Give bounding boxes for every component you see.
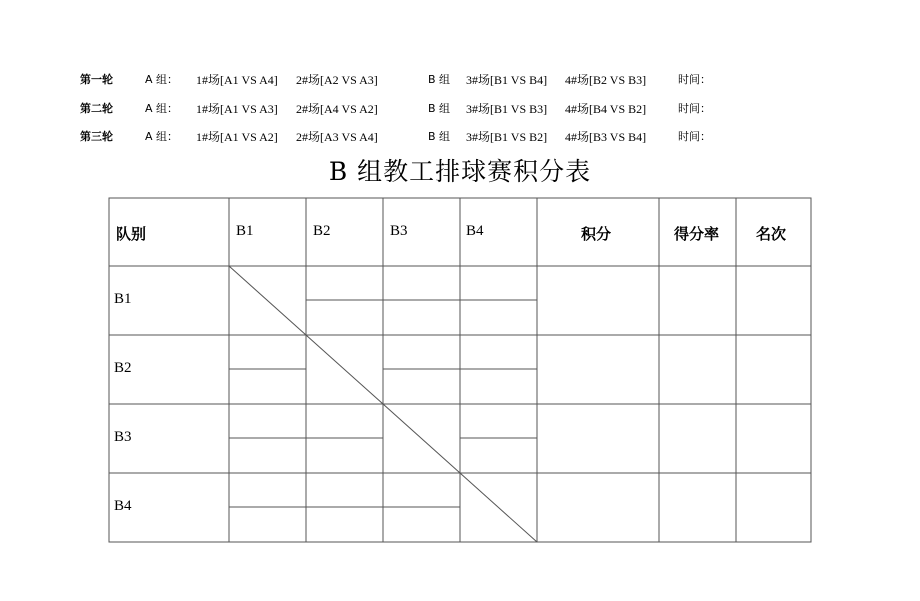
match-4: 4#场[B3 VS B4] [565,130,647,144]
header-rank: 名次 [756,225,787,243]
match-1: 1#场[A1 VS A3] [196,102,278,116]
group-b-label: B 组 [428,102,451,115]
row-label-b4: B4 [114,498,132,514]
group-a-label: A 组： [145,102,179,115]
time-label: 时间： [678,73,711,86]
group-a-label: A 组： [145,73,179,86]
row-label-b2: B2 [114,360,132,376]
match-2: 2#场[A2 VS A3] [296,73,378,87]
header-b4: B4 [466,223,484,239]
match-4: 4#场[B4 VS B2] [565,102,647,116]
header-team: 队别 [116,225,147,243]
header-b1: B1 [236,223,254,239]
group-b-label: B 组 [428,73,451,86]
match-2: 2#场[A4 VS A2] [296,102,378,116]
row-label-b1: B1 [114,291,132,307]
group-b-label: B 组 [428,130,451,143]
match-4: 4#场[B2 VS B3] [565,73,647,87]
header-points: 积分 [581,225,612,243]
match-1: 1#场[A1 VS A4] [196,73,278,87]
match-3: 3#场[B1 VS B2] [466,130,548,144]
time-label: 时间： [678,102,711,115]
row-label-b3: B3 [114,429,132,445]
round-label: 第三轮 [80,130,113,143]
round-label: 第一轮 [80,73,113,86]
header-score-rate: 得分率 [674,225,720,243]
page-title: B 组教工排球赛积分表 [328,157,592,186]
header-b3: B3 [390,223,408,239]
match-2: 2#场[A3 VS A4] [296,130,378,144]
match-1: 1#场[A1 VS A2] [196,130,278,144]
match-3: 3#场[B1 VS B4] [466,73,548,87]
header-b2: B2 [313,223,331,239]
time-label: 时间： [678,130,711,143]
match-3: 3#场[B1 VS B3] [466,102,548,116]
group-a-label: A 组： [145,130,179,143]
round-label: 第二轮 [80,102,113,115]
